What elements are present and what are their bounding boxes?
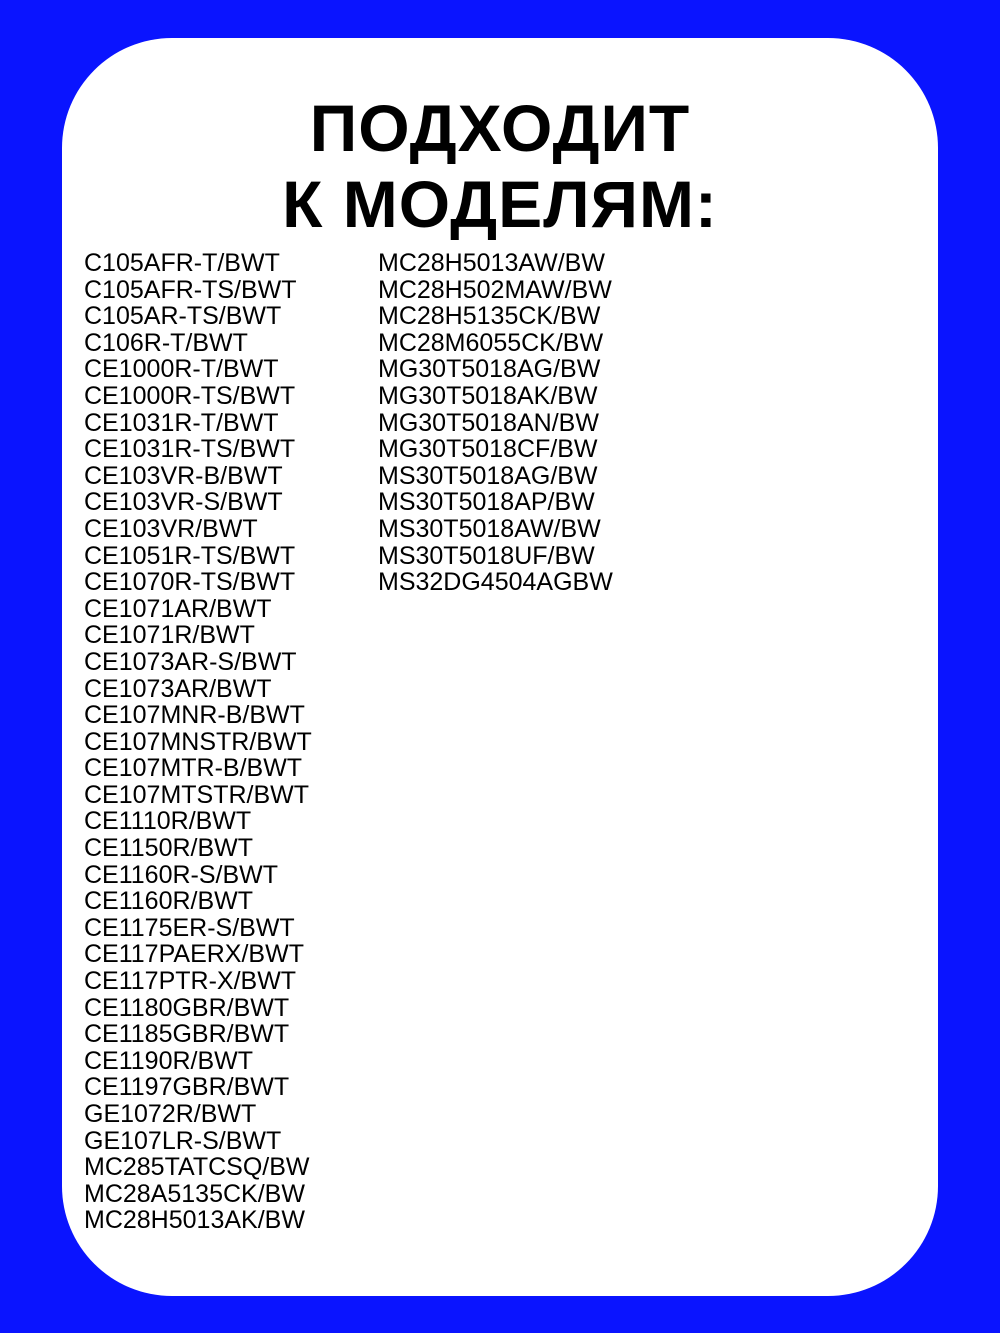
model-item: MS32DG4504AGBW <box>378 568 613 597</box>
model-item: CE1180GBR/BWT <box>84 993 290 1022</box>
model-item: MG30T5018AN/BW <box>378 408 599 437</box>
models-card <box>62 38 938 1296</box>
model-item: CE1150R/BWT <box>84 834 254 863</box>
model-item: MS30T5018AW/BW <box>378 514 601 543</box>
model-item: CE1160R/BWT <box>84 887 254 916</box>
model-item: CE107MNR-B/BWT <box>84 701 305 730</box>
model-item: MS30T5018AG/BW <box>378 461 598 490</box>
model-item: MG30T5018AK/BW <box>378 381 598 410</box>
model-item: MS30T5018AP/BW <box>378 488 595 517</box>
model-item: CE103VR/BWT <box>84 514 258 543</box>
page-title <box>62 90 938 242</box>
model-item: GE107LR-S/BWT <box>84 1126 282 1155</box>
model-item: C106R-T/BWT <box>84 328 248 357</box>
model-item: CE117PTR-X/BWT <box>84 967 297 996</box>
model-item: CE103VR-B/BWT <box>84 461 283 490</box>
models-list-left <box>84 250 312 1234</box>
title-line-1: ПОДХОДИТ <box>309 91 691 165</box>
model-item: CE117PAERX/BWT <box>84 940 304 969</box>
title-line-2: К МОДЕЛЯМ: <box>282 167 718 241</box>
model-item: MC285TATCSQ/BW <box>84 1153 310 1182</box>
model-item: CE107MTR-B/BWT <box>84 754 303 783</box>
model-item: GE1072R/BWT <box>84 1100 257 1128</box>
model-item: CE1070R-TS/BWT <box>84 568 296 597</box>
model-item: MS30T5018UF/BW <box>378 541 595 570</box>
model-item: CE1190R/BWT <box>84 1046 254 1075</box>
model-item: C105AFR-TS/BWT <box>84 275 297 304</box>
model-item: CE1073AR/BWT <box>84 674 272 703</box>
model-item: CE1071AR/BWT <box>84 594 272 623</box>
model-item: CE1071R/BWT <box>84 621 255 650</box>
model-item: MG30T5018CF/BW <box>378 435 598 464</box>
model-item: CE1197GBR/BWT <box>84 1073 290 1102</box>
model-item: C105AR-TS/BWT <box>84 302 282 331</box>
model-item: CE1160R-S/BWT <box>84 860 279 889</box>
model-item: MC28M6055CK/BW <box>378 328 604 357</box>
model-item: CE107MNSTR/BWT <box>84 727 312 756</box>
model-item: MC28H5135CK/BW <box>378 302 601 331</box>
model-item: MC28H5013AK/BW <box>84 1206 305 1235</box>
model-item: CE1110R/BWT <box>84 807 252 836</box>
model-item: MC28H5013AW/BW <box>378 249 605 277</box>
model-item: CE107MTSTR/BWT <box>84 780 310 809</box>
model-item: CE1000R-T/BWT <box>84 355 279 384</box>
model-item: CE1031R-TS/BWT <box>84 435 296 464</box>
model-item: MC28H502MAW/BW <box>378 275 612 304</box>
model-item: CE103VR-S/BWT <box>84 488 283 517</box>
models-list-right <box>378 250 613 596</box>
model-item: C105AFR-T/BWT <box>84 249 280 277</box>
model-item: CE1175ER-S/BWT <box>84 913 295 942</box>
model-item: CE1051R-TS/BWT <box>84 541 296 570</box>
model-item: CE1000R-TS/BWT <box>84 381 296 410</box>
model-item: CE1073AR-S/BWT <box>84 647 297 676</box>
model-item: CE1031R-T/BWT <box>84 408 279 437</box>
model-item: MG30T5018AG/BW <box>378 355 601 384</box>
model-item: MC28A5135CK/BW <box>84 1179 305 1208</box>
model-item: CE1185GBR/BWT <box>84 1020 290 1049</box>
